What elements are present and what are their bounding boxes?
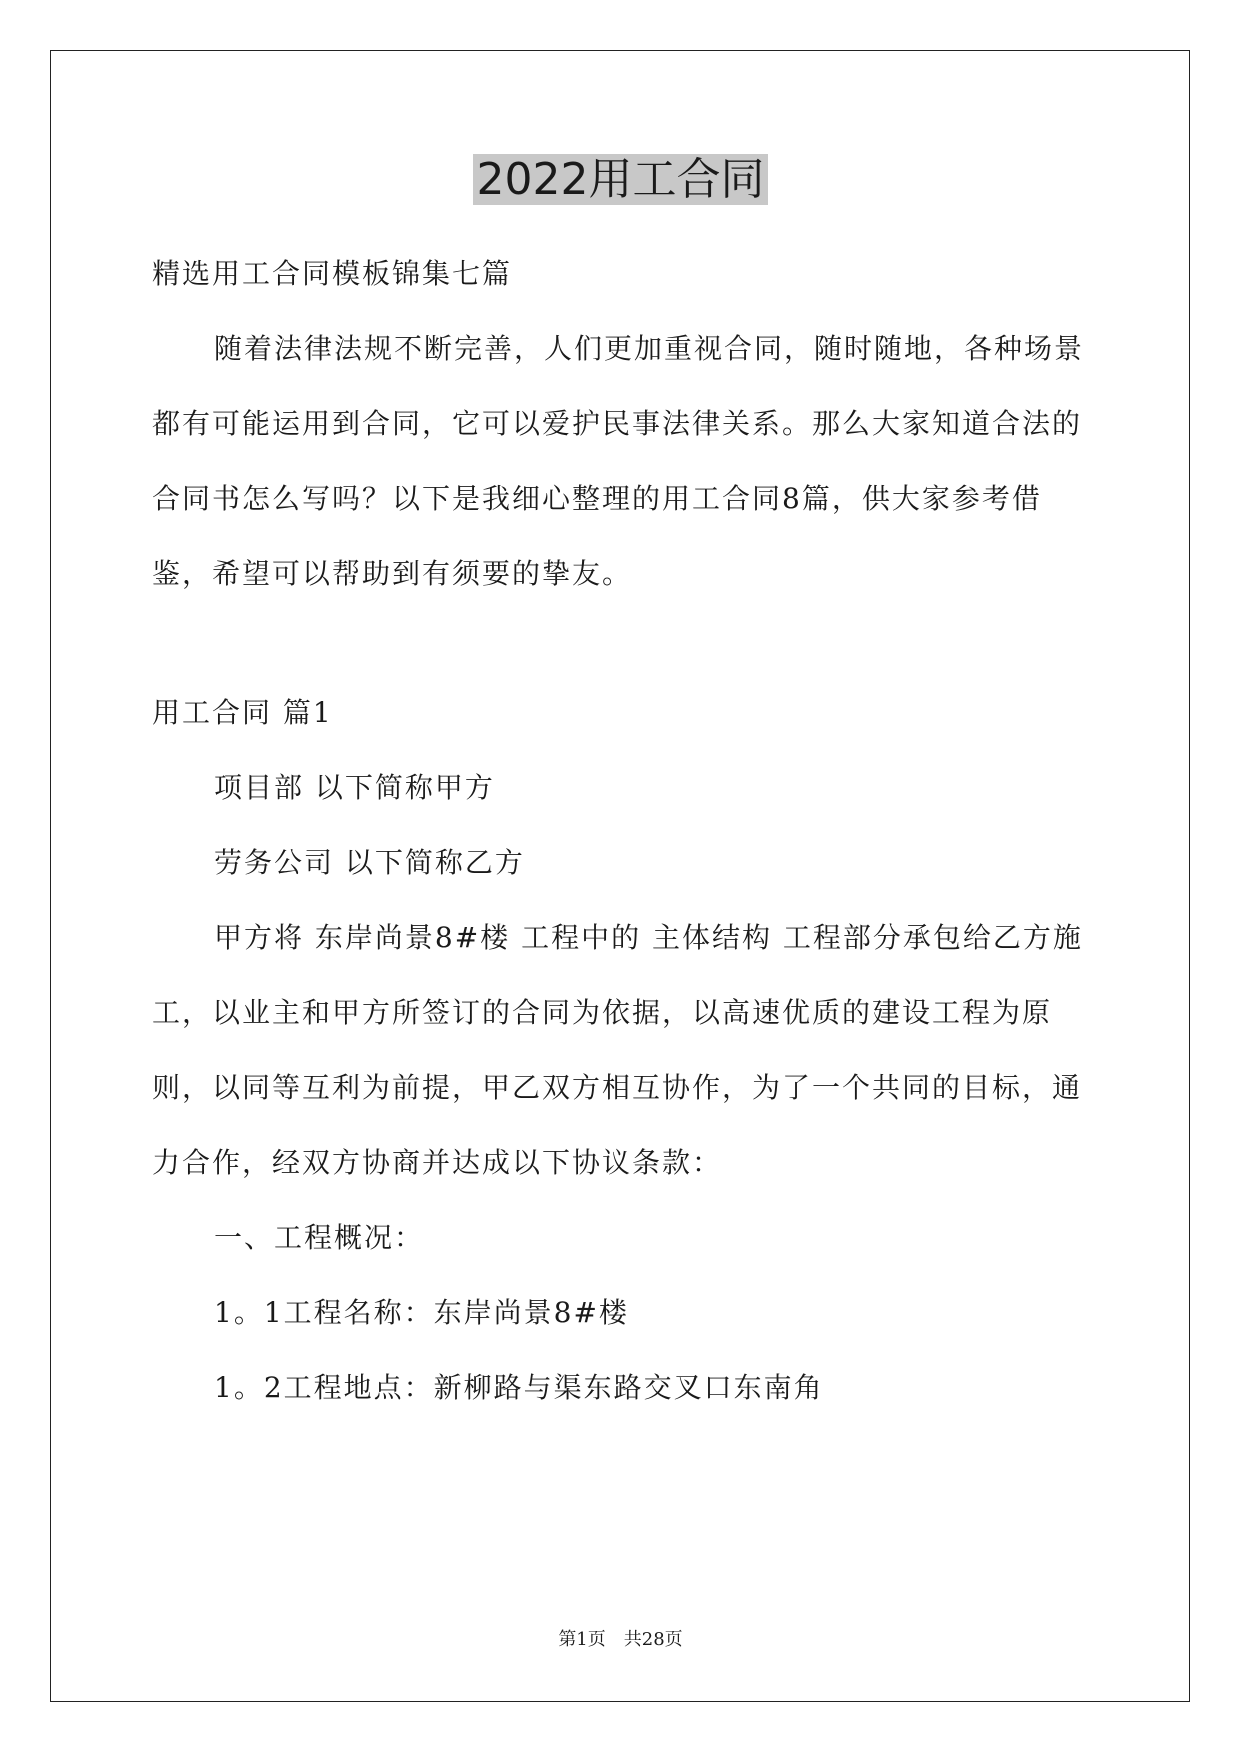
document-title-text: 2022用工合同: [473, 154, 769, 205]
intro-paragraph: 随着法律法规不断完善，人们更加重视合同，随时随地，各种场景都有可能运用到合同，它可以爱护民事法律关系。那么大家知道合法的合同书怎么写吗？以下是我细心整理的用工合同8篇，供大家参考借鉴，希望可以帮助到有须要的挚友。: [152, 332, 1085, 590]
document-body: [152, 236, 1092, 1425]
clause-1-1: 1。1工程名称：东岸尚景8#楼: [214, 1296, 629, 1329]
agreement-paragraph: 甲方将 东岸尚景8#楼 工程中的 主体结构 工程部分承包给乙方施工，以业主和甲方所签订的合同为依据，以高速优质的建设工程为原则，以同等互利为前提，甲乙双方相互协作，为了一个共同的目标，通力合作，经双方协商并达成以下协议条款：: [152, 921, 1083, 1179]
page-footer: 第1页 共28页: [558, 1629, 683, 1650]
section-spacer: [152, 611, 1092, 675]
clause-1-2: 1。2工程地点：新柳路与渠东路交叉口东南角: [214, 1371, 824, 1404]
document-title: [0, 150, 1241, 210]
party-b-line: 劳务公司 以下简称乙方: [214, 846, 525, 879]
party-a-line: 项目部 以下简称甲方: [214, 771, 495, 804]
section-heading: 用工合同 篇1: [152, 696, 333, 729]
clause-heading: 一、工程概况：: [214, 1221, 425, 1254]
document-subtitle: 精选用工合同模板锦集七篇: [152, 257, 513, 290]
